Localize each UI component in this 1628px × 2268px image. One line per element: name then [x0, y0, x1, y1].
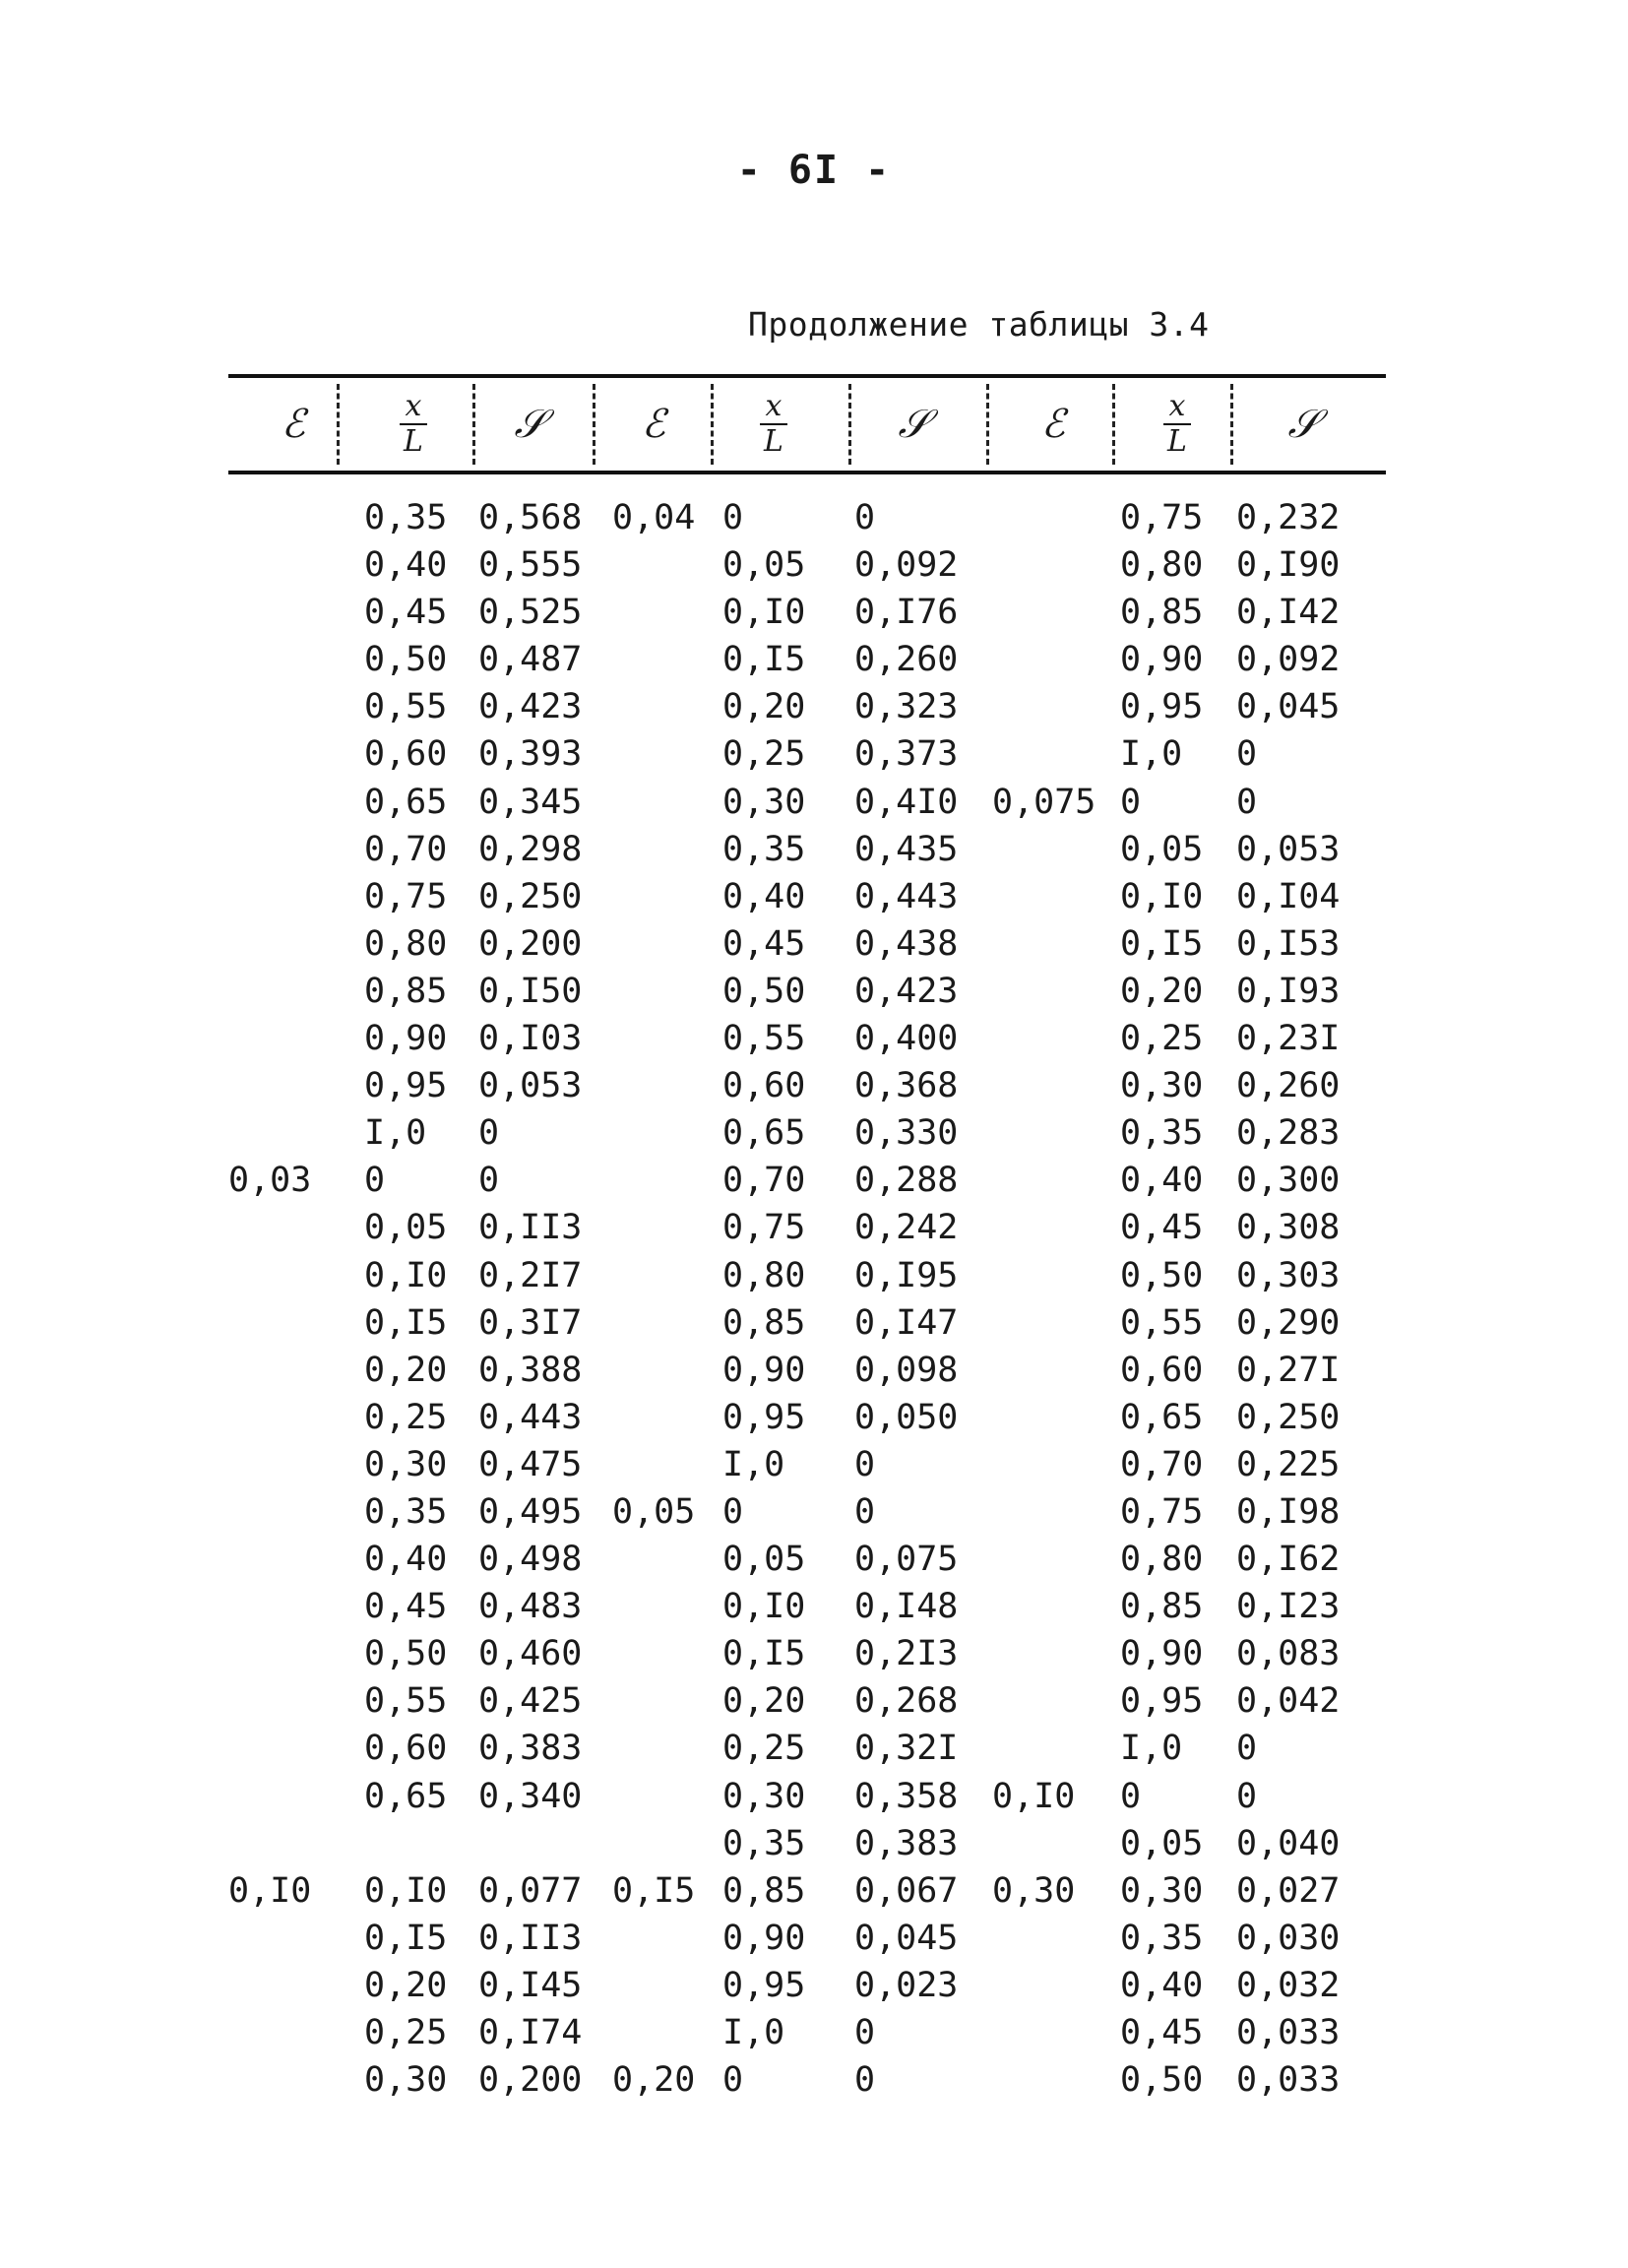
table-cell: 0,290: [1236, 1302, 1341, 1343]
table-row: [228, 920, 1386, 968]
table-cell: 0,05: [1120, 829, 1204, 869]
table-row: [228, 1062, 1386, 1109]
header-column-separator: [711, 384, 714, 465]
table-row: [228, 1820, 1386, 1867]
table-cell: 0,50: [722, 971, 806, 1011]
table-row: [228, 1773, 1386, 1820]
table-cell: 0,I62: [1236, 1540, 1341, 1580]
table-cell: 0,I50: [478, 971, 583, 1011]
table-cell: 0,60: [364, 1729, 448, 1769]
table-cell: 0,045: [854, 1918, 959, 1958]
table-cell: 0,03: [228, 1161, 312, 1201]
table-row: [228, 1441, 1386, 1488]
table-cell: 0: [1120, 1776, 1142, 1816]
table-cell: 0,298: [478, 829, 583, 869]
table-cell: 0,05: [364, 1208, 448, 1248]
table-row: [228, 968, 1386, 1015]
table-row: [228, 1204, 1386, 1251]
table-cell: 0,250: [478, 876, 583, 916]
fraction-numerator: x: [1163, 390, 1192, 425]
table-cell: 0,092: [1236, 640, 1341, 680]
table-cell: 0,I5: [1120, 923, 1204, 964]
table-cell: 0,80: [722, 1255, 806, 1295]
table-cell: 0,35: [1120, 1113, 1204, 1154]
table-row: [228, 1962, 1386, 2009]
table-cell: 0,200: [478, 923, 583, 964]
table-cell: 0,50: [1120, 1255, 1204, 1295]
table-cell: 0,20: [364, 1965, 448, 2005]
table-cell: 0: [722, 498, 744, 537]
table-cell: 0,20: [612, 2060, 696, 2101]
table-cell: 0: [854, 498, 876, 537]
table-cell: 0,75: [722, 1208, 806, 1248]
table-cell: 0,383: [478, 1729, 583, 1769]
table-row: [228, 1157, 1386, 1204]
table-row: [228, 683, 1386, 730]
table-cell: 0: [854, 1491, 876, 1532]
table-cell: 0: [854, 2060, 876, 2101]
table-cell: 0,358: [854, 1776, 959, 1816]
table-cell: 0,80: [364, 923, 448, 964]
table-cell: 0: [854, 1444, 876, 1484]
table-row: [228, 1347, 1386, 1394]
table-cell: 0,05: [1120, 1823, 1204, 1863]
table-cell: 0,95: [1120, 687, 1204, 727]
table-cell: 0,340: [478, 1776, 583, 1816]
table-cell: 0,I5: [364, 1918, 448, 1958]
table-cell: 0,45: [364, 593, 448, 633]
table-cell: 0,35: [722, 1823, 806, 1863]
table-cell: 0,04: [612, 498, 696, 537]
table-cell: I,0: [1120, 734, 1183, 775]
table-cell: 0,I47: [854, 1302, 959, 1343]
table-cell: 0,023: [854, 1965, 959, 2005]
table-cell: 0,30: [1120, 1870, 1204, 1911]
table-cell: 0,I90: [1236, 545, 1341, 586]
table-cell: 0,555: [478, 545, 583, 586]
table-cell: 0,098: [854, 1350, 959, 1390]
table-cell: 0,30: [364, 2060, 448, 2101]
table-cell: 0,90: [1120, 1634, 1204, 1674]
table-cell: 0,225: [1236, 1444, 1341, 1484]
table-cell: 0,80: [1120, 545, 1204, 586]
table-cell: 0,70: [722, 1161, 806, 1201]
table-row: [228, 873, 1386, 920]
table-cell: 0,232: [1236, 498, 1341, 537]
table-cell: 0,60: [1120, 1350, 1204, 1390]
header-column-separator: [472, 384, 475, 465]
table-cell: 0,70: [1120, 1444, 1204, 1484]
header-s-col-3: 𝒮: [1287, 402, 1319, 447]
table-row: [228, 1583, 1386, 1630]
table-cell: 0,40: [364, 1540, 448, 1580]
table-row: [228, 2009, 1386, 2056]
table-cell: 0,40: [1120, 1161, 1204, 1201]
table-cell: 0,55: [364, 1681, 448, 1722]
table-cell: 0,40: [1120, 1965, 1204, 2005]
table-cell: 0,60: [364, 734, 448, 775]
table-cell: 0,568: [478, 498, 583, 537]
table-cell: I,0: [722, 1444, 785, 1484]
table-cell: 0,20: [722, 1681, 806, 1722]
header-s-col-2: 𝒮: [898, 402, 929, 447]
table-row: [228, 1677, 1386, 1725]
table-row: [228, 494, 1386, 541]
table-cell: 0,435: [854, 829, 959, 869]
table-cell: 0,II3: [478, 1918, 583, 1958]
table-cell: 0,283: [1236, 1113, 1341, 1154]
table-cell: 0,393: [478, 734, 583, 775]
table-cell: 0,033: [1236, 2013, 1341, 2052]
table-row: [228, 730, 1386, 778]
table-cell: 0,268: [854, 1681, 959, 1722]
table-row: [228, 1252, 1386, 1299]
table-cell: 0,200: [478, 2060, 583, 2101]
table-cell: 0,I0: [992, 1776, 1076, 1816]
table-cell: 0,030: [1236, 1918, 1341, 1958]
table-cell: 0,90: [722, 1918, 806, 1958]
table-cell: 0,45: [364, 1587, 448, 1627]
table-cell: 0,083: [1236, 1634, 1341, 1674]
table-cell: 0,75: [1120, 498, 1204, 537]
table-cell: 0,40: [722, 876, 806, 916]
header-column-separator: [1230, 384, 1233, 465]
table-cell: 0,35: [722, 829, 806, 869]
header-eps-col-3: ℰ: [1040, 402, 1066, 447]
table-cell: 0,I5: [722, 1634, 806, 1674]
table-cell: 0,30: [722, 782, 806, 822]
table-row: [228, 1015, 1386, 1062]
table-cell: 0,85: [722, 1870, 806, 1911]
table-cell: 0,260: [854, 640, 959, 680]
table-cell: 0,25: [722, 1729, 806, 1769]
table-cell: 0: [722, 1491, 744, 1532]
table-cell: 0,2I3: [854, 1634, 959, 1674]
table-cell: 0,368: [854, 1066, 959, 1106]
table-cell: 0: [854, 2013, 876, 2052]
table-cell: 0: [1236, 734, 1258, 775]
table-cell: 0,3I7: [478, 1302, 583, 1343]
table-cell: 0: [1120, 782, 1142, 822]
table-cell: 0,I0: [364, 1255, 448, 1295]
fraction-denominator: L: [764, 424, 783, 459]
table-cell: 0,60: [722, 1066, 806, 1106]
table-cell: 0,460: [478, 1634, 583, 1674]
table-cell: 0,423: [854, 971, 959, 1011]
table-cell: 0,250: [1236, 1397, 1341, 1437]
table-cell: I,0: [722, 2013, 785, 2052]
table-cell: 0,35: [364, 1491, 448, 1532]
table-cell: 0,05: [722, 1540, 806, 1580]
table-cell: 0,80: [1120, 1540, 1204, 1580]
table-cell: 0,443: [478, 1397, 583, 1437]
table-cell: 0,75: [1120, 1491, 1204, 1532]
table-cell: 0,345: [478, 782, 583, 822]
table-cell: 0,I5: [364, 1302, 448, 1343]
table-cell: 0,498: [478, 1540, 583, 1580]
table-cell: 0,75: [364, 876, 448, 916]
table-cell: 0,033: [1236, 2060, 1341, 2101]
table-cell: 0,027: [1236, 1870, 1341, 1911]
table-cell: 0,487: [478, 640, 583, 680]
table-cell: 0,323: [854, 687, 959, 727]
table-cell: 0,85: [722, 1302, 806, 1343]
table-cell: 0,075: [992, 782, 1096, 822]
header-column-separator: [848, 384, 851, 465]
header-column-separator: [593, 384, 595, 465]
fraction-numerator: x: [760, 390, 788, 425]
table-cell: 0,I5: [722, 640, 806, 680]
table-cell: 0,50: [364, 640, 448, 680]
table-cell: 0,I04: [1236, 876, 1341, 916]
table-row: [228, 1536, 1386, 1583]
table-cell: 0,45: [1120, 1208, 1204, 1248]
table-row: [228, 1299, 1386, 1347]
table-row: [228, 1725, 1386, 1772]
table-cell: 0,55: [1120, 1302, 1204, 1343]
table-cell: 0,I74: [478, 2013, 583, 2052]
table-cell: 0,I03: [478, 1019, 583, 1059]
table-cell: 0,I48: [854, 1587, 959, 1627]
table-cell: 0,23I: [1236, 1019, 1341, 1059]
table-row: [228, 1630, 1386, 1677]
table-cell: 0: [478, 1113, 500, 1154]
table-cell: 0,475: [478, 1444, 583, 1484]
table-cell: 0,525: [478, 593, 583, 633]
table-cell: 0,27I: [1236, 1350, 1341, 1390]
table-cell: 0,067: [854, 1870, 959, 1911]
table-cell: 0,425: [478, 1681, 583, 1722]
table-cell: 0,I0: [228, 1870, 312, 1911]
table-cell: 0,495: [478, 1491, 583, 1532]
table-cell: 0,05: [612, 1491, 696, 1532]
table-row: [228, 541, 1386, 589]
table-cell: 0,388: [478, 1350, 583, 1390]
table-cell: 0,90: [1120, 640, 1204, 680]
table-cell: 0: [364, 1161, 386, 1201]
table-row: [228, 2056, 1386, 2104]
table-cell: 0,050: [854, 1397, 959, 1437]
table-cell: 0,I0: [722, 1587, 806, 1627]
table-cell: 0,483: [478, 1587, 583, 1627]
table-cell: 0,092: [854, 545, 959, 586]
table-cell: 0,I0: [722, 593, 806, 633]
table-header-rule: [228, 471, 1386, 474]
table-cell: 0,65: [364, 782, 448, 822]
table-cell: 0,I0: [364, 1870, 448, 1911]
table-cell: 0,042: [1236, 1681, 1341, 1722]
table-cell: 0,075: [854, 1540, 959, 1580]
fraction-denominator: L: [1167, 424, 1187, 459]
table-row: [228, 636, 1386, 683]
table-cell: 0: [1236, 1776, 1258, 1816]
table-cell: 0,65: [1120, 1397, 1204, 1437]
table-cell: 0,20: [722, 687, 806, 727]
header-xl-col-3: [1128, 378, 1226, 471]
table-cell: I,0: [364, 1113, 427, 1154]
table-cell: 0,90: [364, 1019, 448, 1059]
table-row: [228, 779, 1386, 826]
table-cell: 0,25: [1120, 1019, 1204, 1059]
table-cell: 0,35: [1120, 1918, 1204, 1958]
table-cell: 0,I53: [1236, 923, 1341, 964]
table-cell: 0,373: [854, 734, 959, 775]
table-row: [228, 1915, 1386, 1962]
table-cell: 0,35: [364, 498, 448, 537]
table-cell: 0,330: [854, 1113, 959, 1154]
table-cell: 0,303: [1236, 1255, 1341, 1295]
table-row: [228, 1488, 1386, 1536]
table-cell: 0,4I0: [854, 782, 959, 822]
table-cell: 0,II3: [478, 1208, 583, 1248]
table-cell: 0,053: [1236, 829, 1341, 869]
table-cell: 0: [478, 1161, 500, 1201]
table-cell: 0,400: [854, 1019, 959, 1059]
table-row: [228, 1394, 1386, 1441]
table-cell: 0,I42: [1236, 593, 1341, 633]
table-cell: 0,438: [854, 923, 959, 964]
table-cell: 0,I5: [612, 1870, 696, 1911]
header-column-separator: [986, 384, 989, 465]
table-cell: 0,053: [478, 1066, 583, 1106]
table-cell: 0,25: [364, 1397, 448, 1437]
table-cell: 0: [722, 2060, 744, 2101]
table-cell: 0,65: [364, 1776, 448, 1816]
table-cell: 0,85: [1120, 1587, 1204, 1627]
table-cell: 0,20: [364, 1350, 448, 1390]
table-cell: 0,50: [364, 1634, 448, 1674]
table-cell: 0,25: [364, 2013, 448, 2052]
table-cell: 0,I76: [854, 593, 959, 633]
table-cell: 0,260: [1236, 1066, 1341, 1106]
page-number: - 6I -: [736, 148, 892, 193]
table-caption: Продолжение таблицы 3.4: [748, 305, 1210, 344]
table-cell: 0,95: [722, 1397, 806, 1437]
table-cell: 0,242: [854, 1208, 959, 1248]
header-s-col-1: 𝒮: [514, 402, 545, 447]
table-cell: 0,40: [364, 545, 448, 586]
table-cell: 0,300: [1236, 1161, 1341, 1201]
table-cell: 0,I98: [1236, 1491, 1341, 1532]
table-cell: 0,032: [1236, 1965, 1341, 2005]
table-header: [228, 378, 1386, 471]
table-cell: 0,85: [364, 971, 448, 1011]
table-cell: 0,70: [364, 829, 448, 869]
table-cell: 0,308: [1236, 1208, 1341, 1248]
header-xl-col-2: [724, 378, 823, 471]
table-cell: 0,90: [722, 1350, 806, 1390]
table-cell: 0,95: [722, 1965, 806, 2005]
table-cell: 0,288: [854, 1161, 959, 1201]
table-cell: 0,32I: [854, 1729, 959, 1769]
table-row: [228, 589, 1386, 636]
table-cell: 0,50: [1120, 2060, 1204, 2101]
table-row: [228, 1867, 1386, 1915]
table-cell: 0,65: [722, 1113, 806, 1154]
table-cell: 0,85: [1120, 593, 1204, 633]
header-column-separator: [337, 384, 340, 465]
table-cell: 0,423: [478, 687, 583, 727]
table-cell: 0,I0: [1120, 876, 1204, 916]
header-eps-col-2: ℰ: [641, 402, 666, 447]
table-cell: 0: [1236, 782, 1258, 822]
table-cell: 0: [1236, 1729, 1258, 1769]
table-cell: 0,2I7: [478, 1255, 583, 1295]
table-cell: 0,95: [364, 1066, 448, 1106]
table-cell: 0,I93: [1236, 971, 1341, 1011]
table-cell: 0,55: [722, 1019, 806, 1059]
table-cell: 0,I45: [478, 1965, 583, 2005]
table-row: [228, 826, 1386, 873]
table-cell: 0,30: [722, 1776, 806, 1816]
table-cell: 0,55: [364, 687, 448, 727]
table-cell: 0,I23: [1236, 1587, 1341, 1627]
table-cell: I,0: [1120, 1729, 1183, 1769]
table-body: [228, 494, 1386, 2104]
table-row: [228, 1109, 1386, 1157]
table-cell: 0,45: [1120, 2013, 1204, 2052]
header-xl-col-1: [364, 378, 463, 471]
table-cell: 0,30: [364, 1444, 448, 1484]
table-cell: 0,20: [1120, 971, 1204, 1011]
table-cell: 0,383: [854, 1823, 959, 1863]
table-cell: 0,45: [722, 923, 806, 964]
table-cell: 0,I95: [854, 1255, 959, 1295]
table-cell: 0,25: [722, 734, 806, 775]
fraction-denominator: L: [404, 424, 423, 459]
table-cell: 0,30: [1120, 1066, 1204, 1106]
table-cell: 0,95: [1120, 1681, 1204, 1722]
header-eps-col-1: ℰ: [281, 402, 306, 447]
table-cell: 0,443: [854, 876, 959, 916]
fraction-numerator: x: [400, 390, 428, 425]
table-cell: 0,077: [478, 1870, 583, 1911]
table-cell: 0,045: [1236, 687, 1341, 727]
header-column-separator: [1112, 384, 1115, 465]
table-cell: 0,30: [992, 1870, 1076, 1911]
table-cell: 0,05: [722, 545, 806, 586]
table-cell: 0,040: [1236, 1823, 1341, 1863]
